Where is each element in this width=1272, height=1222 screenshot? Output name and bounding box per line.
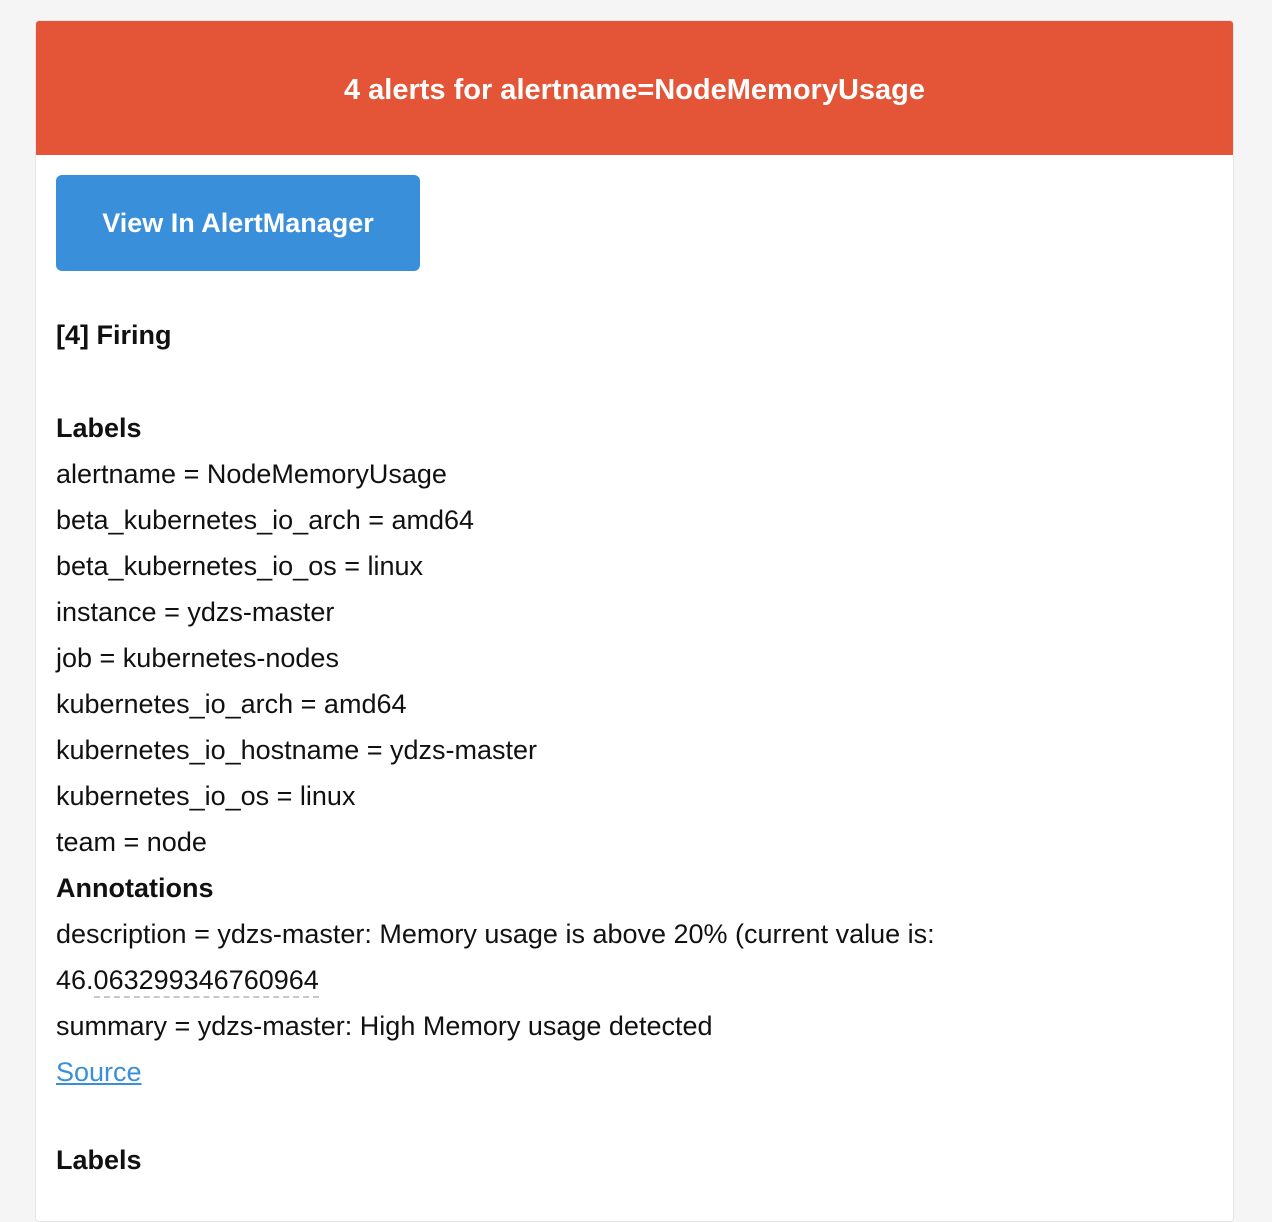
label-alertname: alertname = NodeMemoryUsage (56, 459, 447, 489)
annotations-list (56, 911, 1213, 1095)
alert-email-card (35, 20, 1234, 1222)
label-instance: instance = ydzs-master (56, 597, 335, 627)
label-beta-arch: beta_kubernetes_io_arch = amd64 (56, 505, 475, 535)
annotation-description-value (56, 957, 1213, 1003)
labels-heading: Labels (56, 413, 142, 443)
labels-heading-second: Labels (56, 1145, 142, 1175)
labels-list (56, 451, 1213, 865)
value-digits: 063299346760964 (94, 965, 319, 998)
view-in-alertmanager-button[interactable]: View In AlertManager (56, 175, 420, 271)
annotations-heading: Annotations (56, 873, 214, 903)
source-link[interactable]: Source (56, 1057, 142, 1087)
alert-header-title: 4 alerts for alertname=NodeMemoryUsage (343, 73, 926, 106)
firing-count-heading: [4] Firing (56, 320, 172, 350)
label-os: kubernetes_io_os = linux (56, 781, 356, 811)
label-team: team = node (56, 827, 207, 857)
label-job: job = kubernetes-nodes (56, 643, 339, 673)
label-hostname: kubernetes_io_hostname = ydzs-master (56, 735, 538, 765)
label-arch: kubernetes_io_arch = amd64 (56, 689, 407, 719)
alert-header (36, 21, 1233, 155)
label-beta-os: beta_kubernetes_io_os = linux (56, 551, 424, 581)
alert-content (36, 155, 1233, 1183)
value-prefix: 46. (56, 965, 94, 995)
annotation-description: description = ydzs-master: Memory usage is above 20% (current value is: (56, 919, 935, 949)
annotation-summary: summary = ydzs-master: High Memory usage detected (56, 1011, 713, 1041)
